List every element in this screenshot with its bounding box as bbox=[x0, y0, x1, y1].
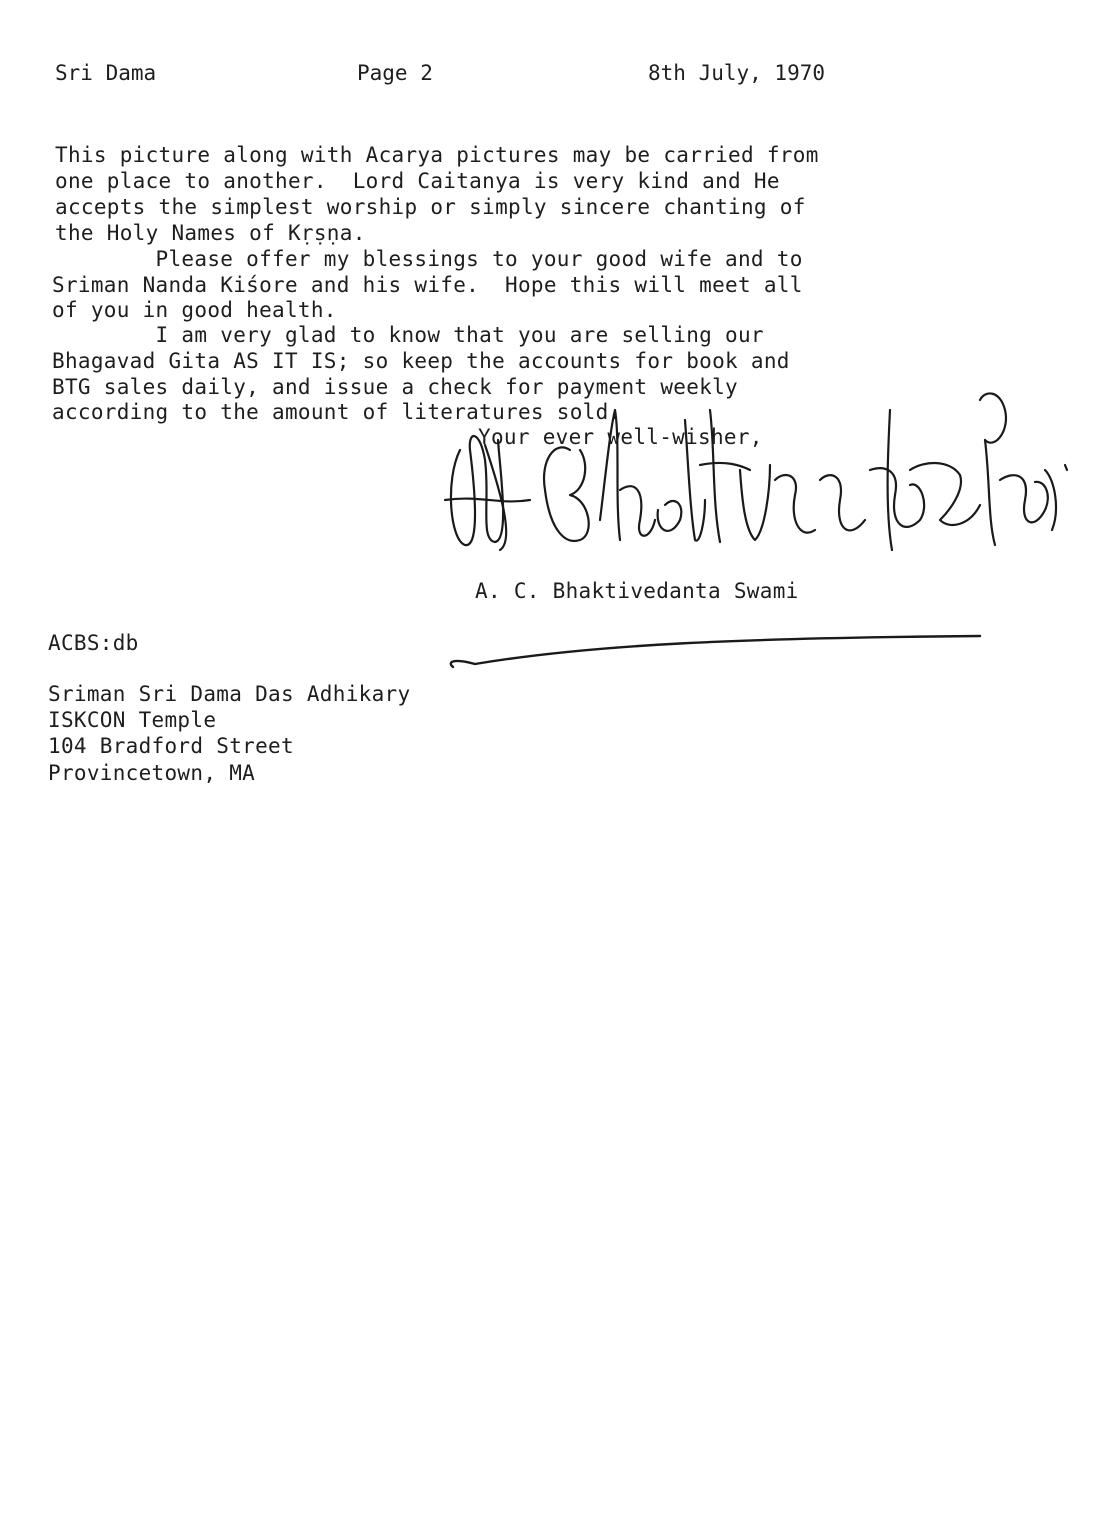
body-line: BTG sales daily, and issue a check for payment weekly bbox=[52, 375, 738, 399]
header-page-number: Page 2 bbox=[357, 61, 433, 85]
handwritten-signature bbox=[440, 370, 1080, 585]
signature-flourish-line bbox=[445, 624, 990, 684]
body-line: Sriman Nanda Kiśore and his wife. Hope this will meet all bbox=[52, 273, 803, 297]
address-line: Provincetown, MA bbox=[48, 761, 256, 785]
body-line: Please offer my blessings to your good wife and to bbox=[52, 247, 803, 271]
body-line: accepts the simplest worship or simply sincere chanting of bbox=[55, 195, 806, 219]
body-line: according to the amount of literatures sold. bbox=[52, 400, 622, 424]
closing-salutation: Your ever well-wisher, bbox=[478, 425, 763, 449]
header-date: 8th July, 1970 bbox=[648, 61, 826, 85]
body-line: This picture along with Acarya pictures may be carried from bbox=[55, 143, 819, 167]
body-line: I am very glad to know that you are selling our bbox=[52, 323, 764, 347]
address-line: ISKCON Temple bbox=[48, 708, 217, 732]
address-line: 104 Bradford Street bbox=[48, 734, 294, 758]
reference-initials: ACBS:db bbox=[48, 631, 139, 655]
body-line: of you in good health. bbox=[52, 298, 337, 322]
address-line: Sriman Sri Dama Das Adhikary bbox=[48, 682, 411, 706]
header-recipient: Sri Dama bbox=[55, 61, 157, 85]
body-line: Bhagavad Gita AS IT IS; so keep the accounts for book and bbox=[52, 349, 790, 373]
body-line: one place to another. Lord Caitanya is very kind and He bbox=[55, 169, 780, 193]
body-line: the Holy Names of Kṛṣṇa. bbox=[55, 221, 366, 245]
signatory-name: A. C. Bhaktivedanta Swami bbox=[475, 579, 799, 603]
